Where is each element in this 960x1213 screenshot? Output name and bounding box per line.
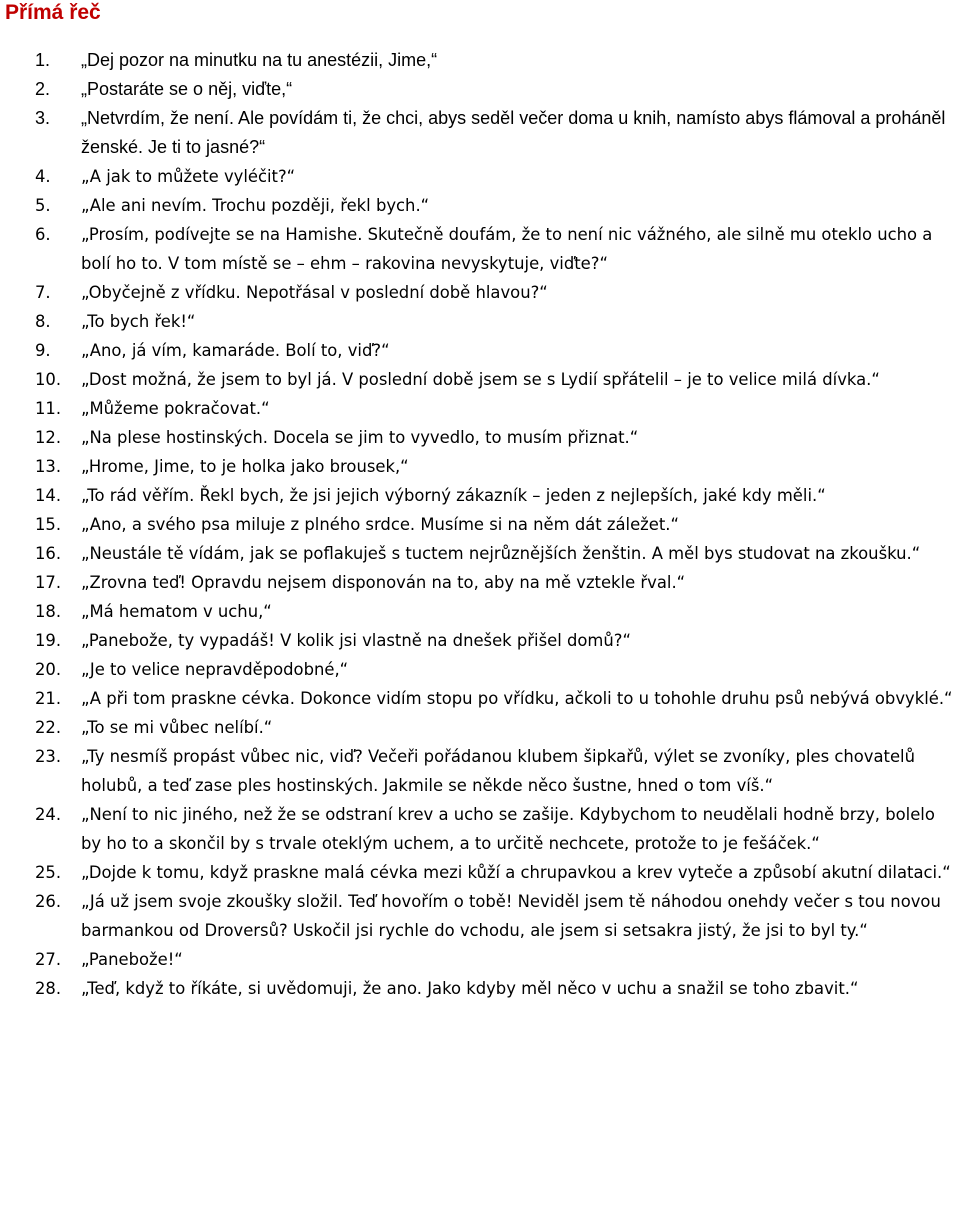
- item-number: 22.: [35, 718, 62, 737]
- list-item: [0, 452, 960, 481]
- list-item: [0, 307, 960, 336]
- item-text: „Postaráte se o něj, viďte,“: [81, 79, 293, 99]
- item-number: 13.: [35, 457, 62, 476]
- item-text: „Má hematom v uchu,“: [81, 602, 272, 621]
- list-item: [0, 568, 960, 597]
- item-number: 19.: [35, 631, 62, 650]
- item-text: „A při tom praskne cévka. Dokonce vidím stopu po vřídku, ačkoli to u tohohle druhu psů nebývá obvyklé.“: [81, 689, 953, 708]
- list-item: [0, 75, 960, 104]
- list-item: [0, 481, 960, 510]
- item-number: 18.: [35, 602, 62, 621]
- dialogue-list: [0, 46, 960, 1003]
- item-text: „Na plese hostinských. Docela se jim to vyvedlo, to musím přiznat.“: [81, 428, 639, 447]
- item-text: „Ty nesmíš propást vůbec nic, viď? Večeři pořádanou klubem šipkařů, výlet se zvoníky, ples chovatelů holubů, a teď zase ples hostinských. Jakmile se někde něco šustne, hned o tom víš.“: [81, 747, 915, 795]
- list-item: [0, 191, 960, 220]
- item-text: „To rád věřím. Řekl bych, že jsi jejich výborný zákazník – jeden z nejlepších, jaké kdy měli.“: [81, 486, 826, 505]
- list-item: [0, 800, 960, 858]
- list-item: [0, 887, 960, 945]
- list-item: [0, 394, 960, 423]
- list-item: [0, 220, 960, 278]
- list-item: [0, 539, 960, 568]
- item-text: „Ale ani nevím. Trochu později, řekl bych.“: [81, 196, 430, 215]
- item-number: 14.: [35, 486, 62, 505]
- item-number: 25.: [35, 863, 62, 882]
- item-number: 2.: [35, 79, 51, 99]
- item-number: 3.: [35, 108, 51, 128]
- item-text: „Můžeme pokračovat.“: [81, 399, 270, 418]
- item-text: „Teď, když to říkáte, si uvědomuji, že ano. Jako kdyby měl něco v uchu a snažil se toho zbavit.“: [81, 979, 859, 998]
- item-text: „Panebože!“: [81, 950, 183, 969]
- list-item: [0, 742, 960, 800]
- item-text: „Ano, já vím, kamaráde. Bolí to, viď?“: [81, 341, 390, 360]
- item-number: 16.: [35, 544, 62, 563]
- list-item: [0, 278, 960, 307]
- list-item: [0, 626, 960, 655]
- item-number: 15.: [35, 515, 62, 534]
- list-item: [0, 684, 960, 713]
- list-item: [0, 365, 960, 394]
- item-text: „Zrovna teď! Opravdu nejsem disponován na to, aby na mě vztekle řval.“: [81, 573, 686, 592]
- item-text: „Já už jsem svoje zkoušky složil. Teď hovořím o tobě! Neviděl jsem tě náhodou onehdy večer s tou novou barmankou od Droversů? Uskočil jsi rychle do vchodu, ale jsem si setsakra jistý, že jsi to byl ty.“: [81, 892, 941, 940]
- item-number: 7.: [35, 283, 51, 302]
- item-number: 28.: [35, 979, 62, 998]
- item-text: „Hrome, Jime, to je holka jako brousek,“: [81, 457, 409, 476]
- list-item: [0, 974, 960, 1003]
- item-number: 9.: [35, 341, 51, 360]
- item-number: 1.: [35, 50, 51, 70]
- item-number: 4.: [35, 167, 51, 186]
- item-number: 17.: [35, 573, 62, 592]
- list-item: [0, 945, 960, 974]
- item-number: 27.: [35, 950, 62, 969]
- item-text: „Není to nic jiného, než že se odstraní krev a ucho se zašije. Kdybychom to neudělali hodně brzy, bolelo by ho to a skončil by s trvale oteklým uchem, a to určitě nechcete, protože to je fešáček.“: [81, 805, 935, 853]
- item-text: „Netvrdím, že není. Ale povídám ti, že chci, abys seděl večer doma u knih, namísto abys flámoval a proháněl ženské. Je ti to jasné?“: [81, 108, 946, 157]
- list-item: [0, 655, 960, 684]
- list-item: [0, 162, 960, 191]
- item-text: „Dej pozor na minutku na tu anestézii, Jime,“: [81, 50, 438, 70]
- item-number: 8.: [35, 312, 51, 331]
- item-text: „Obyčejně z vřídku. Nepotřásal v poslední době hlavou?“: [81, 283, 548, 302]
- item-text: „Panebože, ty vypadáš! V kolik jsi vlastně na dnešek přišel domů?“: [81, 631, 631, 650]
- item-number: 23.: [35, 747, 62, 766]
- list-item: [0, 46, 960, 75]
- list-item: [0, 510, 960, 539]
- item-number: 10.: [35, 370, 62, 389]
- list-item: [0, 713, 960, 742]
- item-text: „Dojde k tomu, když praskne malá cévka mezi kůží a chrupavkou a krev vyteče a způsobí akutní dilataci.“: [81, 863, 951, 882]
- item-text: „Dost možná, že jsem to byl já. V poslední době jsem se s Lydií spřátelil – je to velice milá dívka.“: [81, 370, 880, 389]
- item-number: 5.: [35, 196, 51, 215]
- item-number: 24.: [35, 805, 62, 824]
- item-text: „Ano, a svého psa miluje z plného srdce. Musíme si na něm dát záležet.“: [81, 515, 680, 534]
- item-number: 11.: [35, 399, 62, 418]
- item-text: „Je to velice nepravděpodobné,“: [81, 660, 349, 679]
- item-number: 12.: [35, 428, 62, 447]
- item-text: „A jak to můžete vyléčit?“: [81, 167, 296, 186]
- item-text: „To bych řek!“: [81, 312, 196, 331]
- list-item: [0, 336, 960, 365]
- page-title: Přímá řeč: [5, 1, 101, 24]
- item-number: 20.: [35, 660, 62, 679]
- item-text: „Neustále tě vídám, jak se poflakuješ s tuctem nejrůznějších ženštin. A měl bys studovat na zkoušku.“: [81, 544, 921, 563]
- item-number: 21.: [35, 689, 62, 708]
- list-item: [0, 597, 960, 626]
- item-number: 6.: [35, 225, 51, 244]
- item-number: 26.: [35, 892, 62, 911]
- list-item: [0, 104, 960, 162]
- list-item: [0, 858, 960, 887]
- list-item: [0, 423, 960, 452]
- item-text: „To se mi vůbec nelíbí.“: [81, 718, 273, 737]
- item-text: „Prosím, podívejte se na Hamishe. Skutečně doufám, že to není nic vážného, ale silně mu oteklo ucho a bolí ho to. V tom místě se – ehm – rakovina nevyskytuje, viďte?“: [81, 225, 933, 273]
